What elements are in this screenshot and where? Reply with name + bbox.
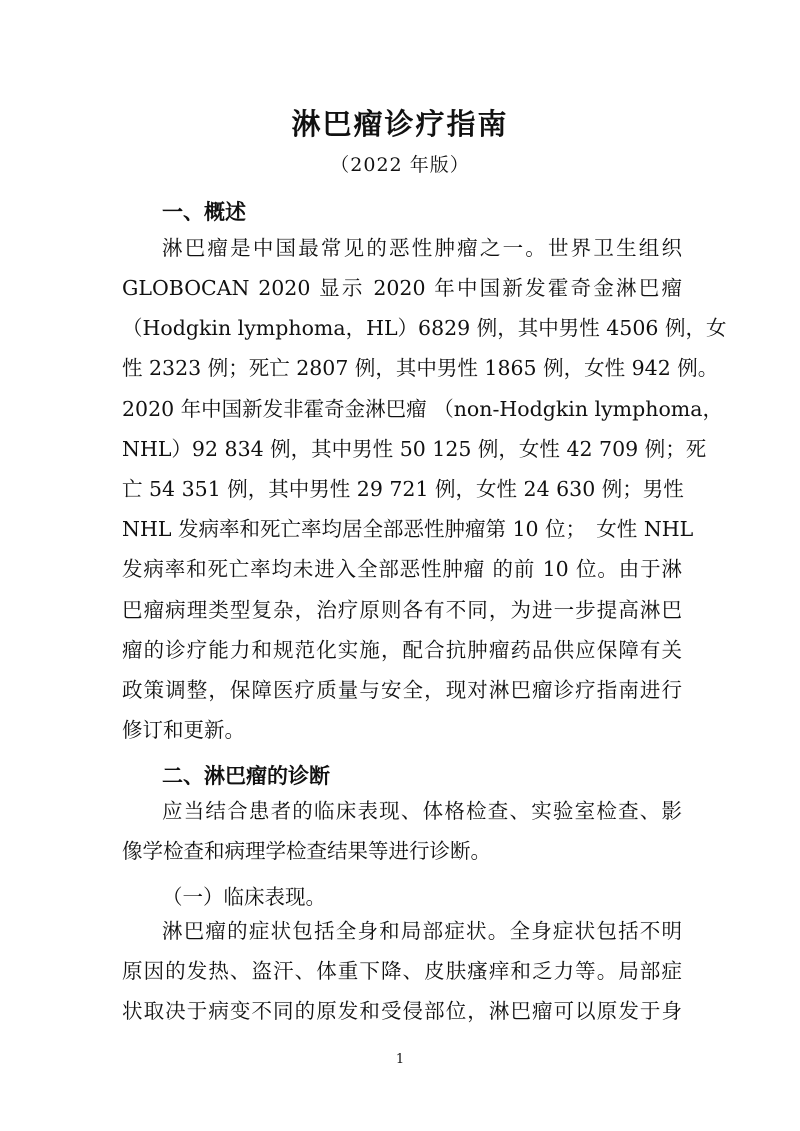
paragraph-line: 修订和更新。: [122, 718, 245, 742]
paragraph-line: 原因的发热、盗汗、体重下降、皮肤瘙痒和乏力等。局部症: [122, 959, 682, 983]
paragraph-line: 2020 年中国新发非霍奇金淋巴瘤 （non-Hodgkin lymphoma，: [122, 397, 723, 421]
section-heading-overview: 一、概述: [162, 200, 246, 224]
document-title: 淋巴瘤诊疗指南: [291, 107, 509, 141]
paragraph-line: 亡 54 351 例，其中男性 29 721 例，女性 24 630 例；男性: [122, 477, 684, 501]
paragraph-line: 应当结合患者的临床表现、体格检查、实验室检查、影: [162, 799, 682, 823]
paragraph-line: （Hodgkin lymphoma，HL）6829 例，其中男性 4506 例，女: [122, 316, 727, 340]
paragraph-line: 巴瘤病理类型复杂，治疗原则各有不同，为进一步提高淋巴: [122, 598, 682, 622]
subsection-heading-clinical: （一）临床表现。: [162, 885, 326, 909]
paragraph-line: 像学检查和病理学检查结果等进行诊断。: [122, 839, 491, 863]
paragraph-line: 发病率和死亡率均未进入全部恶性肿瘤 的前 10 位。由于淋: [122, 557, 682, 581]
paragraph-line: NHL）92 834 例，其中男性 50 125 例，女性 42 709 例；死: [122, 437, 707, 461]
paragraph-line: 状取决于病变不同的原发和受侵部位，淋巴瘤可以原发于身: [122, 999, 682, 1023]
document-subtitle: （2022 年版）: [330, 154, 470, 176]
paragraph-line: GLOBOCAN 2020 显示 2020 年中国新发霍奇金淋巴瘤: [122, 276, 682, 300]
paragraph-line: 性 2323 例；死亡 2807 例，其中男性 1865 例，女性 942 例。: [122, 356, 719, 380]
paragraph-line: 政策调整，保障医疗质量与安全，现对淋巴瘤诊疗指南进行: [122, 678, 682, 702]
paragraph-line: 瘤的诊疗能力和规范化实施，配合抗肿瘤药品供应保障有关: [122, 638, 682, 662]
paragraph-line: NHL 发病率和死亡率均居全部恶性肿瘤第 10 位； 女性 NHL: [122, 517, 694, 541]
paragraph-line: 淋巴瘤是中国最常见的恶性肿瘤之一。世界卫生组织: [162, 236, 682, 260]
section-heading-diagnosis: 二、淋巴瘤的诊断: [162, 764, 330, 788]
page-number: 1: [395, 1052, 405, 1067]
paragraph-line: 淋巴瘤的症状包括全身和局部症状。全身症状包括不明: [162, 919, 682, 943]
